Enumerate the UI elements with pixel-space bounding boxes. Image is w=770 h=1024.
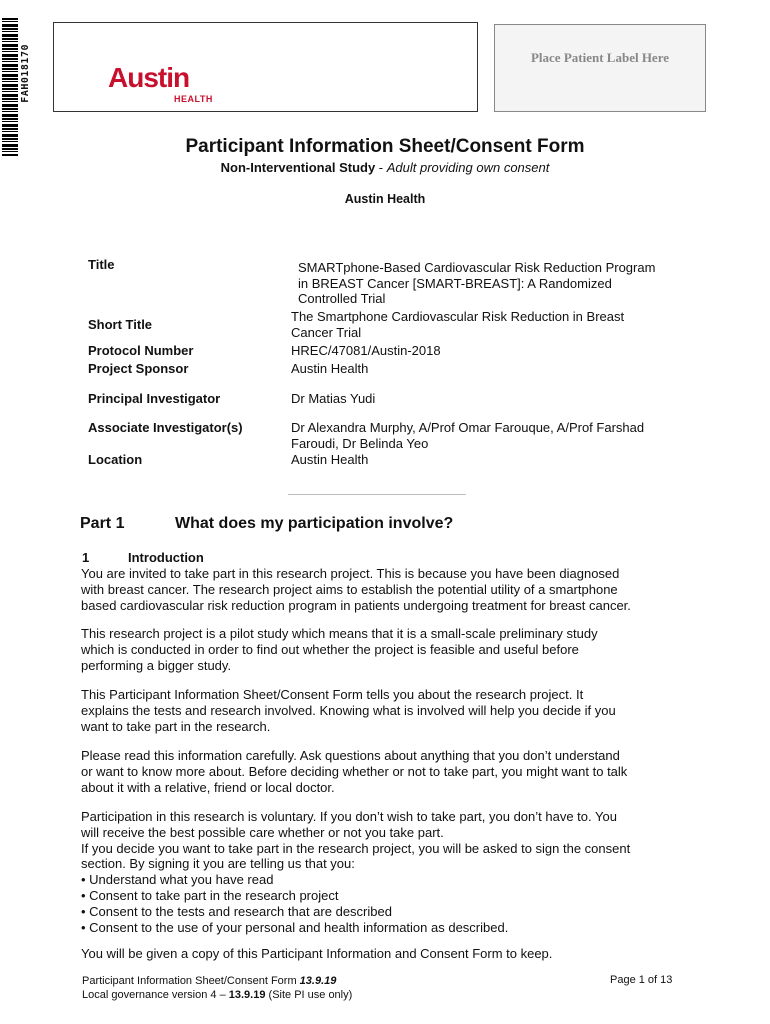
location-value: Austin Health (291, 452, 369, 467)
short-title-line: Cancer Trial (291, 324, 362, 340)
part-title: What does my participation involve? (175, 515, 454, 532)
page-number: Page 1 of 13 (610, 974, 673, 986)
text-line: want to take part in the research. (81, 718, 271, 734)
footer-version (82, 974, 352, 1002)
text-line: If you decide you want to take part in the research project, you will be asked to sign the consent (81, 840, 631, 856)
logo-word: Austin (108, 62, 190, 93)
text-line: performing a bigger study. (81, 657, 232, 673)
text-line: You will be given a copy of this Participant Information and Consent Form to keep. (81, 946, 553, 961)
bullet-item: • Consent to take part in the research project (81, 887, 339, 903)
title-label: Title (88, 257, 115, 272)
ai-label: Associate Investigator(s) (88, 420, 243, 435)
title-line: Controlled Trial (298, 291, 386, 306)
bullet-item: • Consent to the tests and research that are described (81, 903, 392, 919)
austin-health-logo (108, 62, 213, 104)
ai-value (291, 420, 644, 451)
ai-line: Dr Alexandra Murphy, A/Prof Omar Farouque, A/Prof Farshad (291, 420, 645, 435)
text-line: or want to know more about. Before deciding whether or not to take part, you might want to talk (81, 763, 628, 779)
paragraph-4 (81, 748, 696, 795)
text-line: Participation in this research is voluntary. If you don’t wish to take part, you don’t have to. You (81, 809, 617, 824)
section-number: 1 (82, 550, 90, 565)
paragraph-5 (81, 809, 696, 935)
paragraph-3 (81, 687, 696, 734)
text-line: based cardiovascular risk reduction program in patients undergoing treatment for breast cancer. (81, 597, 631, 613)
footer-governance-date: 13.9.19 (228, 989, 266, 1001)
short-title-label: Short Title (88, 317, 153, 332)
sponsor-value: Austin Health (291, 361, 369, 376)
footer-line-1 (82, 974, 352, 988)
text-line: explains the tests and research involved. Knowing what is involved will help you decide if you (81, 702, 616, 718)
protocol-label: Protocol Number (88, 343, 194, 358)
text-line: which is conducted in order to find out whether the project is feasible and useful before (81, 641, 579, 657)
patient-label-box: Place Patient Label Here (494, 24, 706, 112)
title-line: in BREAST Cancer [SMART-BREAST]: A Randomized (298, 275, 612, 291)
barcode-number: FAH018170 (20, 44, 31, 103)
document-title: Participant Information Sheet/Consent Form (185, 136, 585, 157)
study-type: Non-Interventional Study (220, 160, 376, 175)
sponsor-label: Project Sponsor (88, 361, 189, 376)
text-line: section. By signing it you are telling us that you: (81, 856, 355, 872)
text-line: about it with a relative, friend or local doctor. (81, 779, 335, 795)
text-line: with breast cancer. The research project aims to establish the potential utility of a smartphone (81, 581, 618, 597)
ai-line: Faroudi, Dr Belinda Yeo (291, 435, 429, 451)
text-line: This Participant Information Sheet/Consent Form tells you about the research project. It (81, 687, 584, 702)
paragraph-6 (81, 946, 696, 962)
part-number: Part 1 (80, 515, 125, 532)
title-value (298, 260, 655, 307)
text-line: This research project is a pilot study which means that it is a small-scale preliminary study (81, 626, 598, 641)
organisation-name: Austin Health (344, 192, 426, 206)
location-label: Location (88, 452, 143, 467)
logo-sub: HEALTH (174, 94, 213, 104)
text-line: will receive the best possible care whether or not you take part. (81, 824, 444, 840)
short-title-line: The Smartphone Cardiovascular Risk Reduction in Breast (291, 309, 625, 324)
divider (288, 494, 466, 495)
title-line: SMARTphone-Based Cardiovascular Risk Reduction Program (298, 260, 656, 275)
pi-value: Dr Matias Yudi (291, 391, 376, 406)
bullet-item: • Understand what you have read (81, 872, 274, 888)
bullet-item: • Consent to the use of your personal and health information as described. (81, 919, 509, 935)
subtitle-separator: - (375, 160, 387, 175)
document-subtitle (0, 160, 770, 175)
footer-doc-date: 13.9.19 (299, 975, 337, 987)
footer-doc-name: Participant Information Sheet/Consent Form (82, 975, 300, 987)
consent-type: Adult providing own consent (386, 160, 550, 175)
footer-governance-note: (Site PI use only) (265, 989, 353, 1001)
short-title-value (291, 309, 624, 340)
pi-label: Principal Investigator (88, 391, 221, 406)
text-line: Please read this information carefully. Ask questions about anything that you don’t understand (81, 748, 620, 763)
footer-line-2 (82, 988, 352, 1002)
section-title: Introduction (128, 550, 204, 565)
paragraph-1 (81, 566, 696, 613)
protocol-value: HREC/47081/Austin-2018 (291, 343, 441, 358)
text-line: You are invited to take part in this research project. This is because you have been diagnosed (81, 566, 620, 581)
paragraph-2 (81, 626, 696, 673)
footer-governance: Local governance version 4 – (82, 989, 229, 1001)
